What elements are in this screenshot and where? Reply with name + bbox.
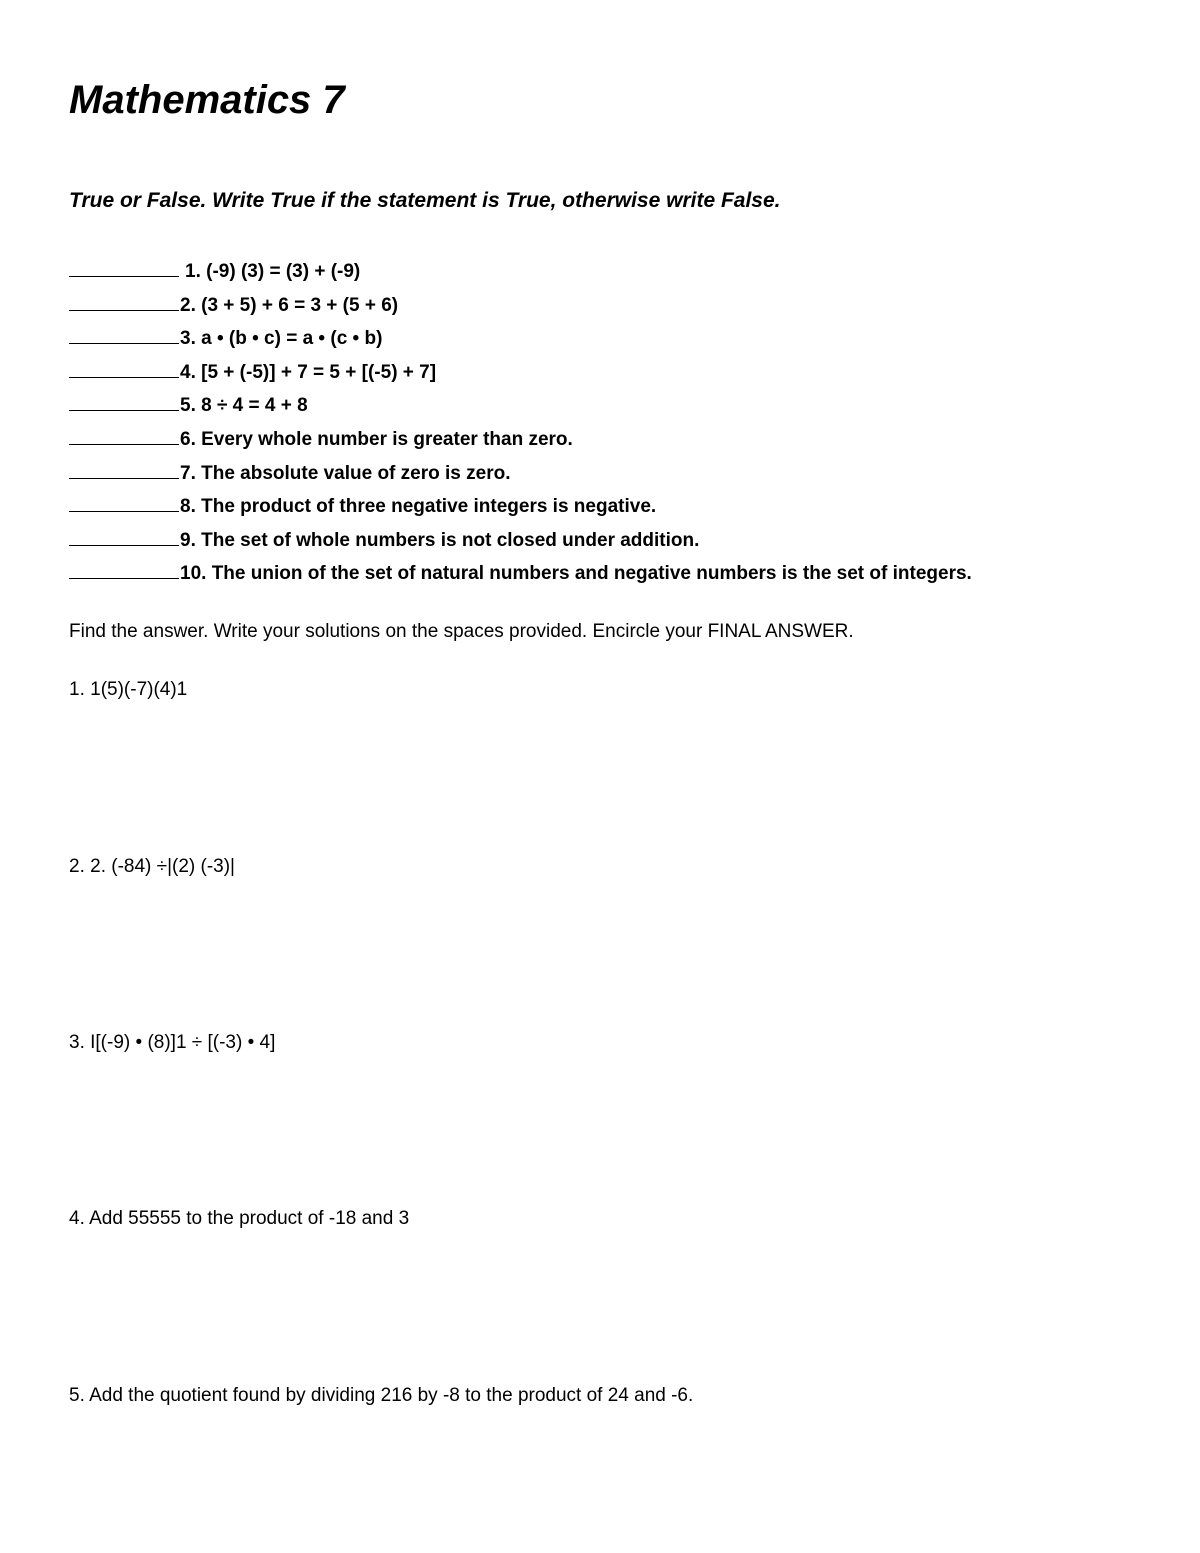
problem-item: 2. 2. (-84) ÷|(2) (-3)| (69, 856, 235, 877)
true-false-statement: 10. The union of the set of natural numbers and negative numbers is the set of integers. (180, 563, 972, 585)
answer-blank[interactable] (69, 458, 179, 479)
true-false-item (69, 490, 972, 524)
answer-blank[interactable] (69, 290, 179, 311)
answer-blank[interactable] (69, 424, 179, 445)
answer-blank[interactable] (69, 323, 179, 344)
true-false-statement: 6. Every whole number is greater than zero. (180, 428, 573, 450)
problem-item: 4. Add 55555 to the product of -18 and 3 (69, 1208, 410, 1229)
true-false-item (69, 423, 972, 457)
true-false-statement: 2. (3 + 5) + 6 = 3 + (5 + 6) (180, 294, 399, 316)
true-false-statement: 3. a • (b • c) = a • (c • b) (180, 328, 383, 350)
answer-blank[interactable] (69, 357, 179, 378)
true-false-item (69, 322, 972, 356)
problem-item: 3. I[(-9) • (8)]1 ÷ [(-3) • 4] (69, 1032, 276, 1053)
answer-blank[interactable] (69, 491, 179, 512)
true-false-statement: 5. 8 ÷ 4 = 4 + 8 (180, 395, 308, 417)
true-false-statement: 1. (-9) (3) = (3) + (-9) (185, 261, 361, 282)
true-false-statement: 9. The set of whole numbers is not closed under addition. (180, 529, 700, 551)
true-false-item (69, 255, 972, 289)
true-false-item (69, 557, 972, 591)
true-false-item (69, 457, 972, 491)
true-false-item (69, 524, 972, 558)
problem-item: 5. Add the quotient found by dividing 216 by -8 to the product of 24 and -6. (69, 1385, 694, 1406)
true-false-instruction: True or False. Write True if the statement is True, otherwise write False. (69, 189, 781, 212)
answer-blank[interactable] (69, 390, 179, 411)
true-false-item (69, 289, 972, 323)
true-false-item (69, 356, 972, 390)
true-false-statement: 4. [5 + (-5)] + 7 = 5 + [(-5) + 7] (180, 361, 437, 383)
answer-blank[interactable] (69, 525, 179, 546)
true-false-statement: 8. The product of three negative integers is negative. (180, 496, 657, 518)
problem-item: 1. 1(5)(-7)(4)1 (69, 679, 188, 700)
true-false-item (69, 389, 972, 423)
problems-instruction: Find the answer. Write your solutions on the spaces provided. Encircle your FINAL ANSWER. (69, 621, 854, 642)
answer-blank[interactable] (69, 256, 179, 277)
answer-blank[interactable] (69, 558, 179, 579)
true-false-statement: 7. The absolute value of zero is zero. (180, 462, 511, 484)
true-false-list (69, 255, 972, 591)
page-title: Mathematics 7 (69, 78, 345, 122)
